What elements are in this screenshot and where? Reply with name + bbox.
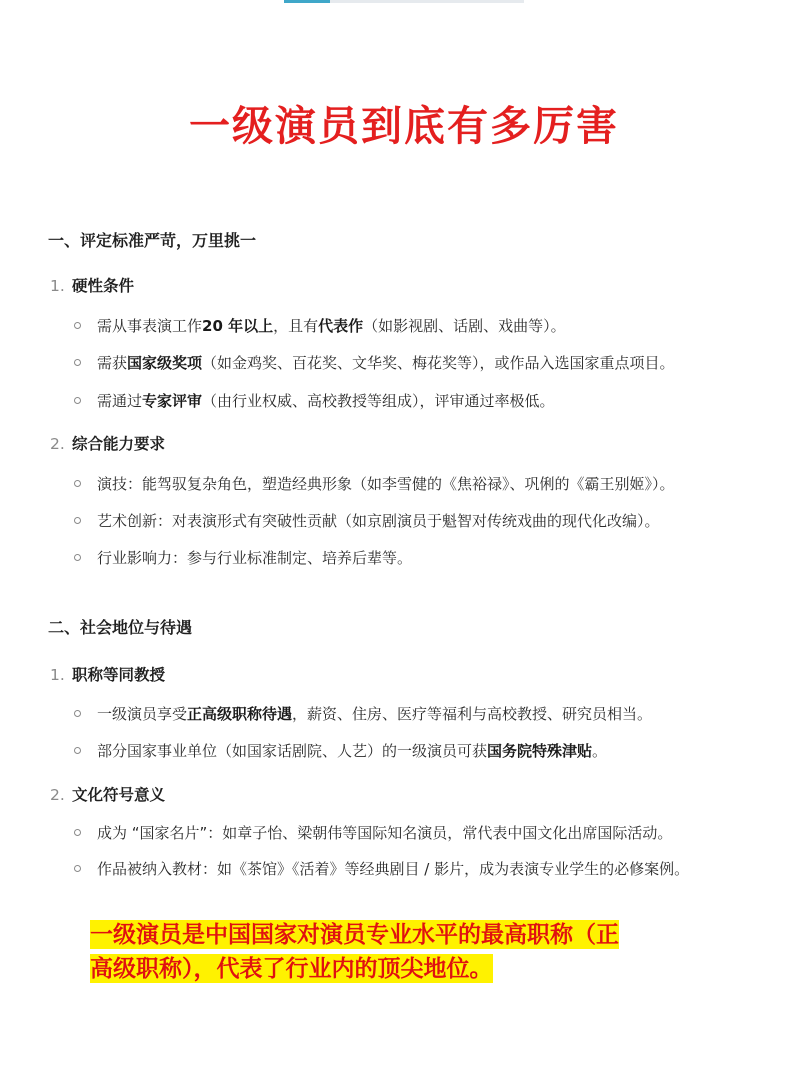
bullet-text: 一级演员享受 bbox=[97, 705, 188, 723]
bullet-text: 需通过 bbox=[97, 392, 143, 410]
bullet-text: 。 bbox=[592, 742, 608, 760]
bullet-icon bbox=[74, 397, 81, 404]
item-label: 综合能力要求 bbox=[72, 435, 166, 453]
item-number: 1. bbox=[50, 277, 65, 295]
item-number: 2. bbox=[50, 786, 65, 804]
list-item bbox=[74, 822, 794, 844]
bullet-bold-text: 20 年以上 bbox=[202, 317, 274, 335]
numbered-item-2-2 bbox=[50, 784, 165, 806]
bullet-text: 需获 bbox=[97, 354, 128, 372]
bullet-text: （由行业权威、高校教授等组成），评审通过率极低。 bbox=[202, 392, 555, 410]
item-label: 职称等同教授 bbox=[72, 666, 166, 684]
bullet-text: （如影视剧、话剧、戏曲等）。 bbox=[363, 317, 566, 335]
bullet-text: 艺术创新：对表演形式有突破性贡献（如京剧演员于魁智对传统戏曲的现代化改编）。 bbox=[97, 512, 660, 530]
section-heading-2: 二、社会地位与待遇 bbox=[48, 618, 193, 637]
list-item bbox=[74, 703, 794, 725]
conclusion-line-1: 一级演员是中国国家对演员专业水平的最高职称（正 bbox=[90, 921, 619, 948]
item-label: 文化符号意义 bbox=[72, 786, 166, 804]
bullet-text: ，且有 bbox=[273, 317, 319, 335]
section-heading-1: 一、评定标准严苛，万里挑一 bbox=[48, 231, 257, 250]
bullet-text: （如金鸡奖、百花奖、文华奖、梅花奖等），或作品入选国家重点项目。 bbox=[202, 354, 675, 372]
bullet-icon bbox=[74, 480, 81, 487]
bullet-text: 演技：能驾驭复杂角色，塑造经典形象（如李雪健的《焦裕禄》、巩俐的《霸王别姬》）。 bbox=[97, 475, 675, 493]
bullet-text: 行业影响力：参与行业标准制定、培养后辈等。 bbox=[97, 549, 413, 567]
bullet-icon bbox=[74, 359, 81, 366]
bullet-text: ，薪资、住房、医疗等福利与高校教授、研究员相当。 bbox=[292, 705, 653, 723]
list-item bbox=[74, 315, 794, 337]
bullet-text: 成为 “国家名片”：如章子怡、梁朝伟等国际知名演员，常代表中国文化出席国际活动。 bbox=[97, 824, 673, 842]
bullet-bold-text: 国务院特殊津贴 bbox=[487, 742, 593, 760]
numbered-item-1-2 bbox=[50, 433, 165, 455]
bullet-icon bbox=[74, 517, 81, 524]
numbered-item-1-1 bbox=[50, 275, 134, 297]
list-item bbox=[74, 547, 794, 569]
bullet-icon bbox=[74, 554, 81, 561]
top-scroll-strip-accent bbox=[284, 0, 330, 3]
bullet-text: 作品被纳入教材：如《茶馆》《活着》等经典剧目 / 影片，成为表演专业学生的必修案例。 bbox=[97, 860, 690, 878]
bullet-icon bbox=[74, 829, 81, 836]
bullet-bold-text: 正高级职称待遇 bbox=[187, 705, 293, 723]
bullet-icon bbox=[74, 710, 81, 717]
bullet-bold-text: 代表作 bbox=[318, 317, 364, 335]
bullet-icon bbox=[74, 865, 81, 872]
list-item bbox=[74, 510, 794, 532]
bullet-bold-text: 国家级奖项 bbox=[127, 354, 203, 372]
list-item bbox=[74, 352, 794, 374]
list-item bbox=[74, 858, 794, 880]
bullet-bold-text: 专家评审 bbox=[142, 392, 203, 410]
item-number: 2. bbox=[50, 435, 65, 453]
item-label: 硬性条件 bbox=[72, 277, 135, 295]
page-title: 一级演员到底有多厉害 bbox=[189, 102, 619, 150]
item-number: 1. bbox=[50, 666, 65, 684]
list-item bbox=[74, 473, 794, 495]
bullet-text: 部分国家事业单位（如国家话剧院、人艺）的一级演员可获 bbox=[97, 742, 488, 760]
bullet-text: 需从事表演工作 bbox=[97, 317, 203, 335]
numbered-item-2-1 bbox=[50, 664, 165, 686]
bullet-icon bbox=[74, 322, 81, 329]
bullet-icon bbox=[74, 747, 81, 754]
conclusion-highlight bbox=[90, 918, 619, 986]
conclusion-line-2: 高级职称），代表了行业内的顶尖地位。 bbox=[90, 955, 493, 982]
list-item bbox=[74, 390, 794, 412]
list-item bbox=[74, 740, 794, 762]
